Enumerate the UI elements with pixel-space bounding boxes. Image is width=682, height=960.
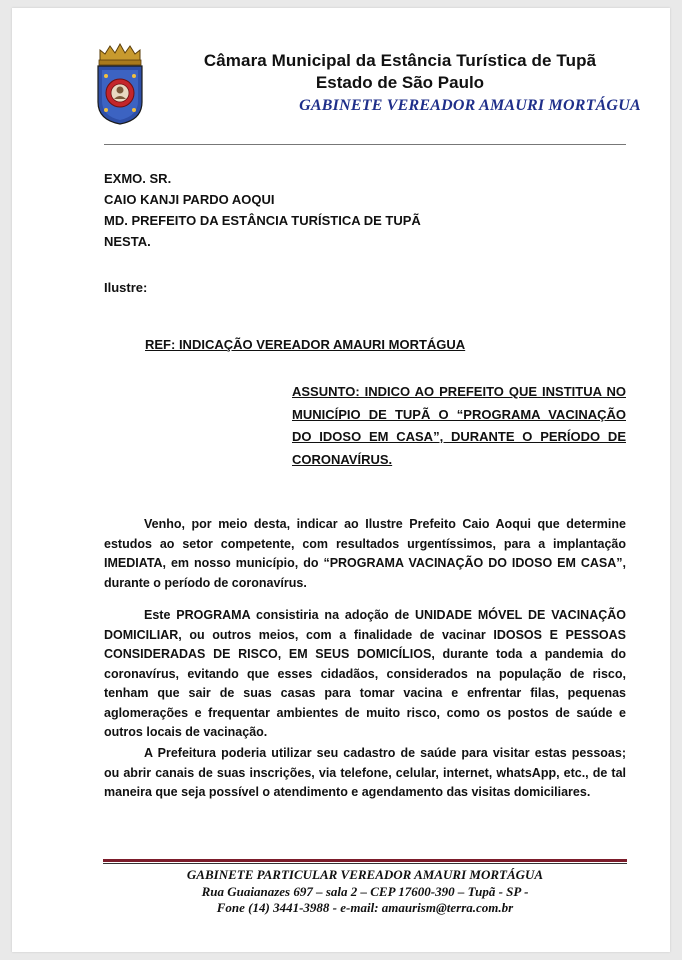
reference-line: REF: INDICAÇÃO VEREADOR AMAURI MORTÁGUA	[145, 337, 466, 352]
footer-office: GABINETE PARTICULAR VEREADOR AMAURI MORTÁGUA	[186, 867, 544, 882]
salutation: Ilustre:	[104, 280, 148, 295]
address-line: NESTA.	[104, 234, 151, 249]
document-page	[12, 8, 670, 952]
state-subtitle: Estado de São Paulo	[315, 73, 485, 92]
body-paragraph: A Prefeitura poderia utilizar seu cadastro de saúde para visitar estas pessoas; ou abrir canais de suas inscrições, via telefone, celular, internet, whatsApp, etc., de tal maneira que seja possível o atendimento e agendamento das visitas domiciliares.	[104, 746, 626, 799]
address-line: MD. PREFEITO DA ESTÂNCIA TURÍSTICA DE TUPÃ	[104, 213, 421, 228]
recipient-address	[104, 168, 421, 252]
body-paragraph: Venho, por meio desta, indicar ao Ilustre Prefeito Caio Aoqui que determine estudos ao setor competente, com resultados urgentíssimos, para a implantação IMEDIATA, em nosso município, do “PROGRAMA VACINAÇÃO DO IDOSO EM CASA”, durante o período de coronavírus.	[104, 517, 626, 590]
chamber-title: Câmara Municipal da Estância Turística de Tupã	[203, 51, 597, 70]
body-paragraph: Este PROGRAMA consistiria na adoção de UNIDADE MÓVEL DE VACINAÇÃO DOMICILIAR, ou outros meios, com a finalidade de vacinar IDOSOS E PESSOAS CONSIDERADAS DE RISCO, EM SEUS DOMICÍLIOS, durante toda a pandemia do coronavírus, evitando que esses cidadãos, considerados na população de risco, tenham que sair de suas casas para tomar vacina e enfrentar filas, pequenas aglomerações e frequentar ambientes de muito risco, como os postos de saúde e outros locais de vacinação.	[104, 608, 626, 739]
footer-divider	[103, 859, 627, 862]
header-divider	[104, 144, 626, 145]
footer-address: Rua Guaianazes 697 – sala 2 – CEP 17600-390 – Tupã - SP -	[201, 884, 529, 899]
subject-block: ASSUNTO: INDICO AO PREFEITO QUE INSTITUA NO MUNICÍPIO DE TUPÃ O “PROGRAMA VACINAÇÃO DO IDOSO EM CASA”, DURANTE O PERÍODO DE CORONAVÍRUS.	[292, 384, 626, 467]
footer-divider-thin	[103, 863, 627, 864]
footer-contact: Fone (14) 3441-3988 - e-mail: amaurism@terra.com.br	[216, 900, 514, 915]
address-line: CAIO KANJI PARDO AOQUI	[104, 192, 275, 207]
address-line: EXMO. SR.	[104, 171, 172, 186]
office-title: GABINETE VEREADOR AMAURI MORTÁGUA	[299, 97, 641, 114]
municipal-coat-of-arms-icon	[94, 42, 146, 126]
